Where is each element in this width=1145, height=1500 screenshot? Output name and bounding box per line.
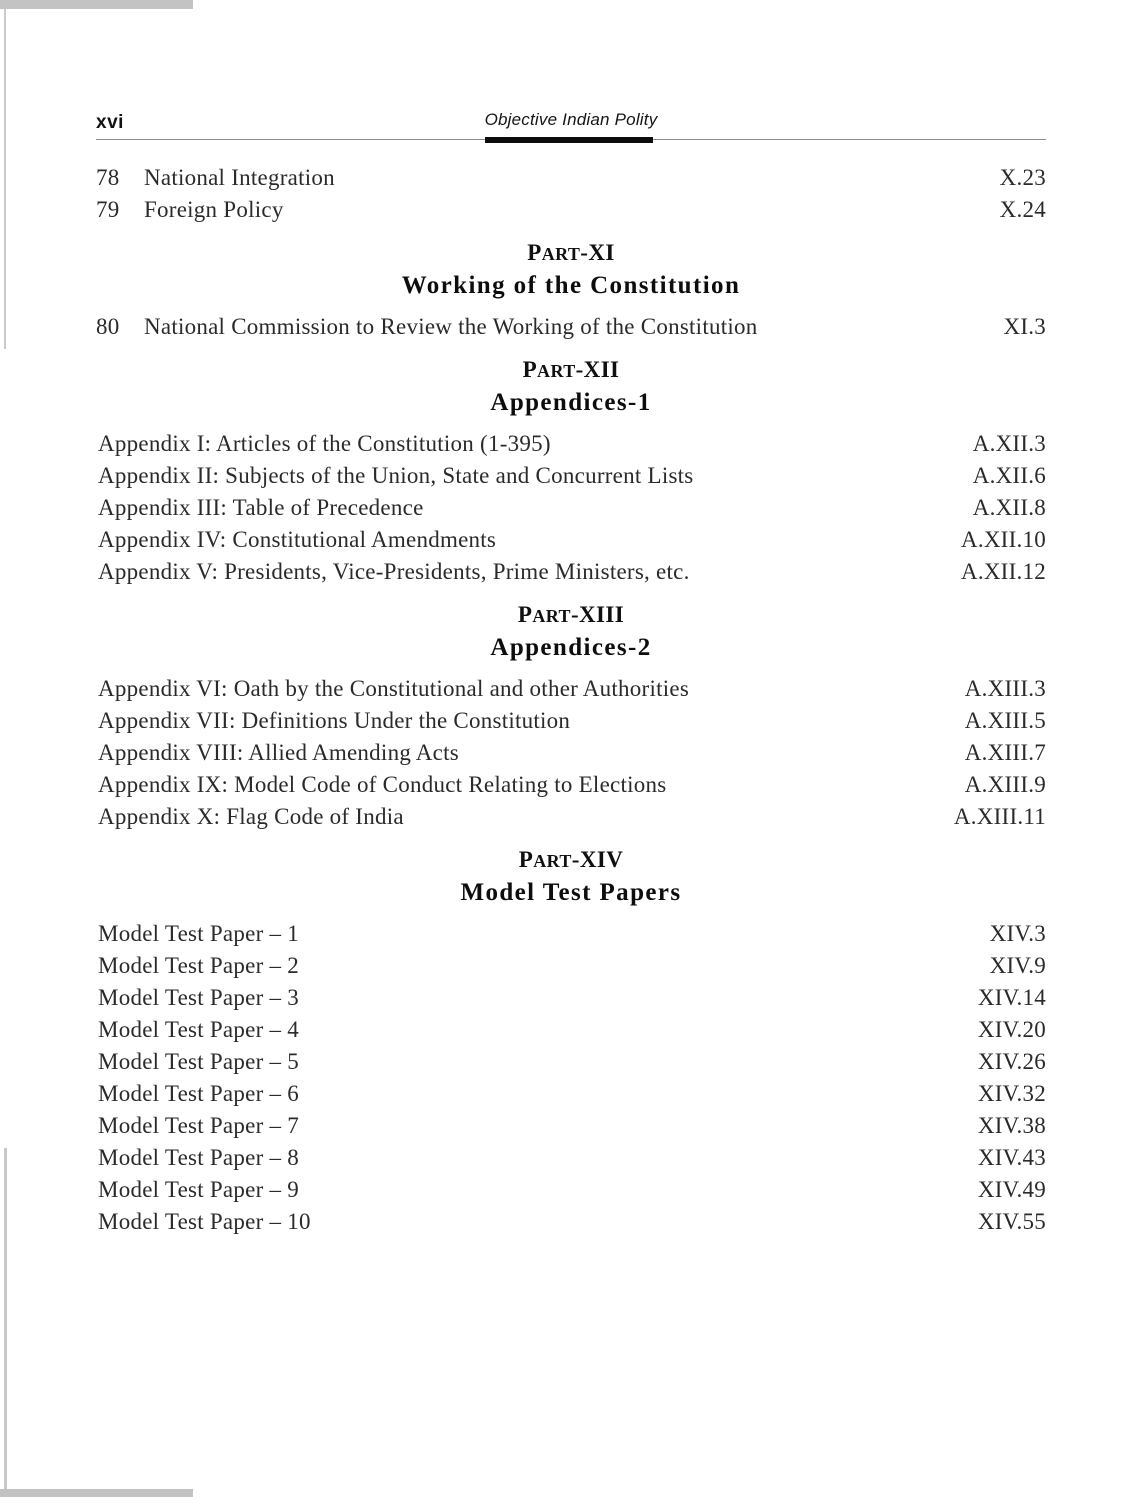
part-label-smallcaps: ART xyxy=(532,606,571,626)
part-label-smallcaps: ART xyxy=(541,244,581,264)
toc-entry-page-number: XIV.43 xyxy=(977,1145,1046,1170)
toc-entry-page-number: XIV.9 xyxy=(989,953,1046,978)
part-label xyxy=(96,600,1046,631)
part-heading-part-xiii xyxy=(96,600,1046,665)
toc-entry-page-number: XIV.14 xyxy=(977,985,1046,1010)
toc-entry-label: National Commission to Review the Working of the Constitution xyxy=(144,314,758,339)
toc-entry-page-number: A.XII.6 xyxy=(972,463,1046,488)
part-label xyxy=(96,845,1046,876)
part-label-smallcaps: ART xyxy=(537,361,576,381)
toc-entry[interactable] xyxy=(96,950,1046,982)
toc-entry[interactable] xyxy=(96,982,1046,1014)
toc-entry-page-number: A.XIII.11 xyxy=(953,804,1046,829)
part-label-numeral: -XII xyxy=(575,357,620,382)
toc-entry[interactable] xyxy=(96,1046,1046,1078)
toc-entry[interactable] xyxy=(96,801,1046,833)
toc-entry-label: Model Test Paper – 7 xyxy=(98,1113,299,1138)
toc-entry-number: 80 xyxy=(96,314,120,339)
part-heading-part-xi xyxy=(96,238,1046,303)
toc-entry[interactable] xyxy=(96,194,1046,226)
toc-entry-label: Appendix IX: Model Code of Conduct Relating to Elections xyxy=(98,772,667,797)
toc-entry-page-number: XIV.49 xyxy=(977,1177,1046,1202)
part-label-smallcaps: ART xyxy=(533,851,572,871)
toc-entry-label: Appendix VII: Definitions Under the Constitution xyxy=(98,708,571,733)
toc-entry-label: Model Test Paper – 9 xyxy=(98,1177,299,1202)
part-label xyxy=(96,238,1046,269)
part-label-cap: P xyxy=(527,240,542,265)
toc-entry-page-number: A.XII.12 xyxy=(960,559,1046,584)
toc-entry-page-number: X.24 xyxy=(999,197,1046,222)
toc-entry-label: Appendix I: Articles of the Constitution (1-395) xyxy=(98,431,551,456)
toc-entry-label: Model Test Paper – 1 xyxy=(98,921,299,946)
toc-entry-label: National Integration xyxy=(144,165,335,190)
toc-entry-label: Model Test Paper – 5 xyxy=(98,1049,299,1074)
spacer xyxy=(96,833,1046,845)
spacer xyxy=(96,343,1046,355)
toc-entry-page-number: A.XII.3 xyxy=(972,431,1046,456)
toc-entry-page-number: A.XIII.5 xyxy=(964,708,1046,733)
part-label-cap: P xyxy=(522,357,538,382)
toc-entry-label: Model Test Paper – 8 xyxy=(98,1145,299,1170)
toc-entry-label: Appendix II: Subjects of the Union, State and Concurrent Lists xyxy=(98,463,694,488)
toc-entry[interactable] xyxy=(96,1206,1046,1238)
toc-entry[interactable] xyxy=(96,428,1046,460)
toc-entry-number: 78 xyxy=(96,165,120,190)
toc-entry-number: 79 xyxy=(96,197,120,222)
toc-entry-label: Appendix IV: Constitutional Amendments xyxy=(98,527,497,552)
toc-entry-label: Model Test Paper – 6 xyxy=(98,1081,299,1106)
toc-entry-label: Model Test Paper – 4 xyxy=(98,1017,299,1042)
toc-entry[interactable] xyxy=(96,460,1046,492)
toc-entry-label: Foreign Policy xyxy=(144,197,284,222)
table-of-contents xyxy=(96,162,1046,1238)
toc-entry-page-number: A.XIII.3 xyxy=(964,676,1046,701)
part-title: Appendices-1 xyxy=(490,389,652,416)
page-content xyxy=(96,106,1046,1238)
toc-entry[interactable] xyxy=(96,556,1046,588)
toc-entry[interactable] xyxy=(96,673,1046,705)
toc-entry-label: Appendix III: Table of Precedence xyxy=(98,495,424,520)
toc-entry-label: Model Test Paper – 3 xyxy=(98,985,299,1010)
toc-entry-page-number: A.XIII.9 xyxy=(964,772,1046,797)
toc-entry[interactable] xyxy=(96,1174,1046,1206)
toc-entry-page-number: A.XII.8 xyxy=(972,495,1046,520)
part-label-numeral: -XIII xyxy=(570,602,625,627)
toc-entry[interactable] xyxy=(96,162,1046,194)
toc-entry-label: Appendix VI: Oath by the Constitutional and other Authorities xyxy=(98,676,690,701)
toc-entry-page-number: XIV.26 xyxy=(977,1049,1046,1074)
part-label-cap: P xyxy=(517,602,533,627)
toc-entry[interactable] xyxy=(96,1014,1046,1046)
toc-entry-page-number: XIV.3 xyxy=(989,921,1046,946)
toc-entry[interactable] xyxy=(96,492,1046,524)
part-label-numeral: -XIV xyxy=(571,847,624,872)
spacer xyxy=(96,665,1046,673)
toc-entry-label: Model Test Paper – 2 xyxy=(98,953,299,978)
toc-entry[interactable] xyxy=(96,918,1046,950)
toc-entry[interactable] xyxy=(96,1078,1046,1110)
toc-entry-page-number: XIV.55 xyxy=(977,1209,1046,1234)
toc-entry[interactable] xyxy=(96,1110,1046,1142)
toc-entry-page-number: A.XII.10 xyxy=(960,527,1046,552)
spacer xyxy=(96,420,1046,428)
toc-entry-page-number: XIV.20 xyxy=(977,1017,1046,1042)
part-title: Model Test Papers xyxy=(460,879,682,906)
toc-entry-page-number: XI.3 xyxy=(1003,314,1046,339)
part-heading-part-xii xyxy=(96,355,1046,420)
part-title: Appendices-2 xyxy=(490,634,652,661)
header-rule-thick xyxy=(485,137,653,143)
toc-entry-page-number: XIV.38 xyxy=(977,1113,1046,1138)
spacer xyxy=(96,588,1046,600)
running-head xyxy=(96,106,1046,150)
part-label xyxy=(96,355,1046,386)
page-folio-number: xvi xyxy=(96,112,124,133)
toc-entry[interactable] xyxy=(96,311,1046,343)
spacer xyxy=(96,910,1046,918)
toc-entry[interactable] xyxy=(96,737,1046,769)
part-label-numeral: -XI xyxy=(580,240,615,265)
part-label-cap: P xyxy=(518,847,534,872)
spacer xyxy=(96,303,1046,311)
spacer xyxy=(96,226,1046,238)
toc-entry-page-number: XIV.32 xyxy=(977,1081,1046,1106)
toc-entry[interactable] xyxy=(96,1142,1046,1174)
toc-entry[interactable] xyxy=(96,769,1046,801)
toc-entry-page-number: X.23 xyxy=(999,165,1046,190)
part-heading-part-xiv xyxy=(96,845,1046,910)
running-title: Objective Indian Polity xyxy=(484,110,658,129)
toc-entry[interactable] xyxy=(96,524,1046,556)
toc-entry-label: Appendix V: Presidents, Vice-Presidents, Prime Ministers, etc. xyxy=(98,559,690,584)
toc-entry-label: Appendix VIII: Allied Amending Acts xyxy=(98,740,459,765)
toc-entry-page-number: A.XIII.7 xyxy=(964,740,1046,765)
toc-entry-label: Model Test Paper – 10 xyxy=(98,1209,311,1234)
toc-entry-label: Appendix X: Flag Code of India xyxy=(98,804,404,829)
toc-entry[interactable] xyxy=(96,705,1046,737)
part-title: Working of the Constitution xyxy=(401,272,741,299)
